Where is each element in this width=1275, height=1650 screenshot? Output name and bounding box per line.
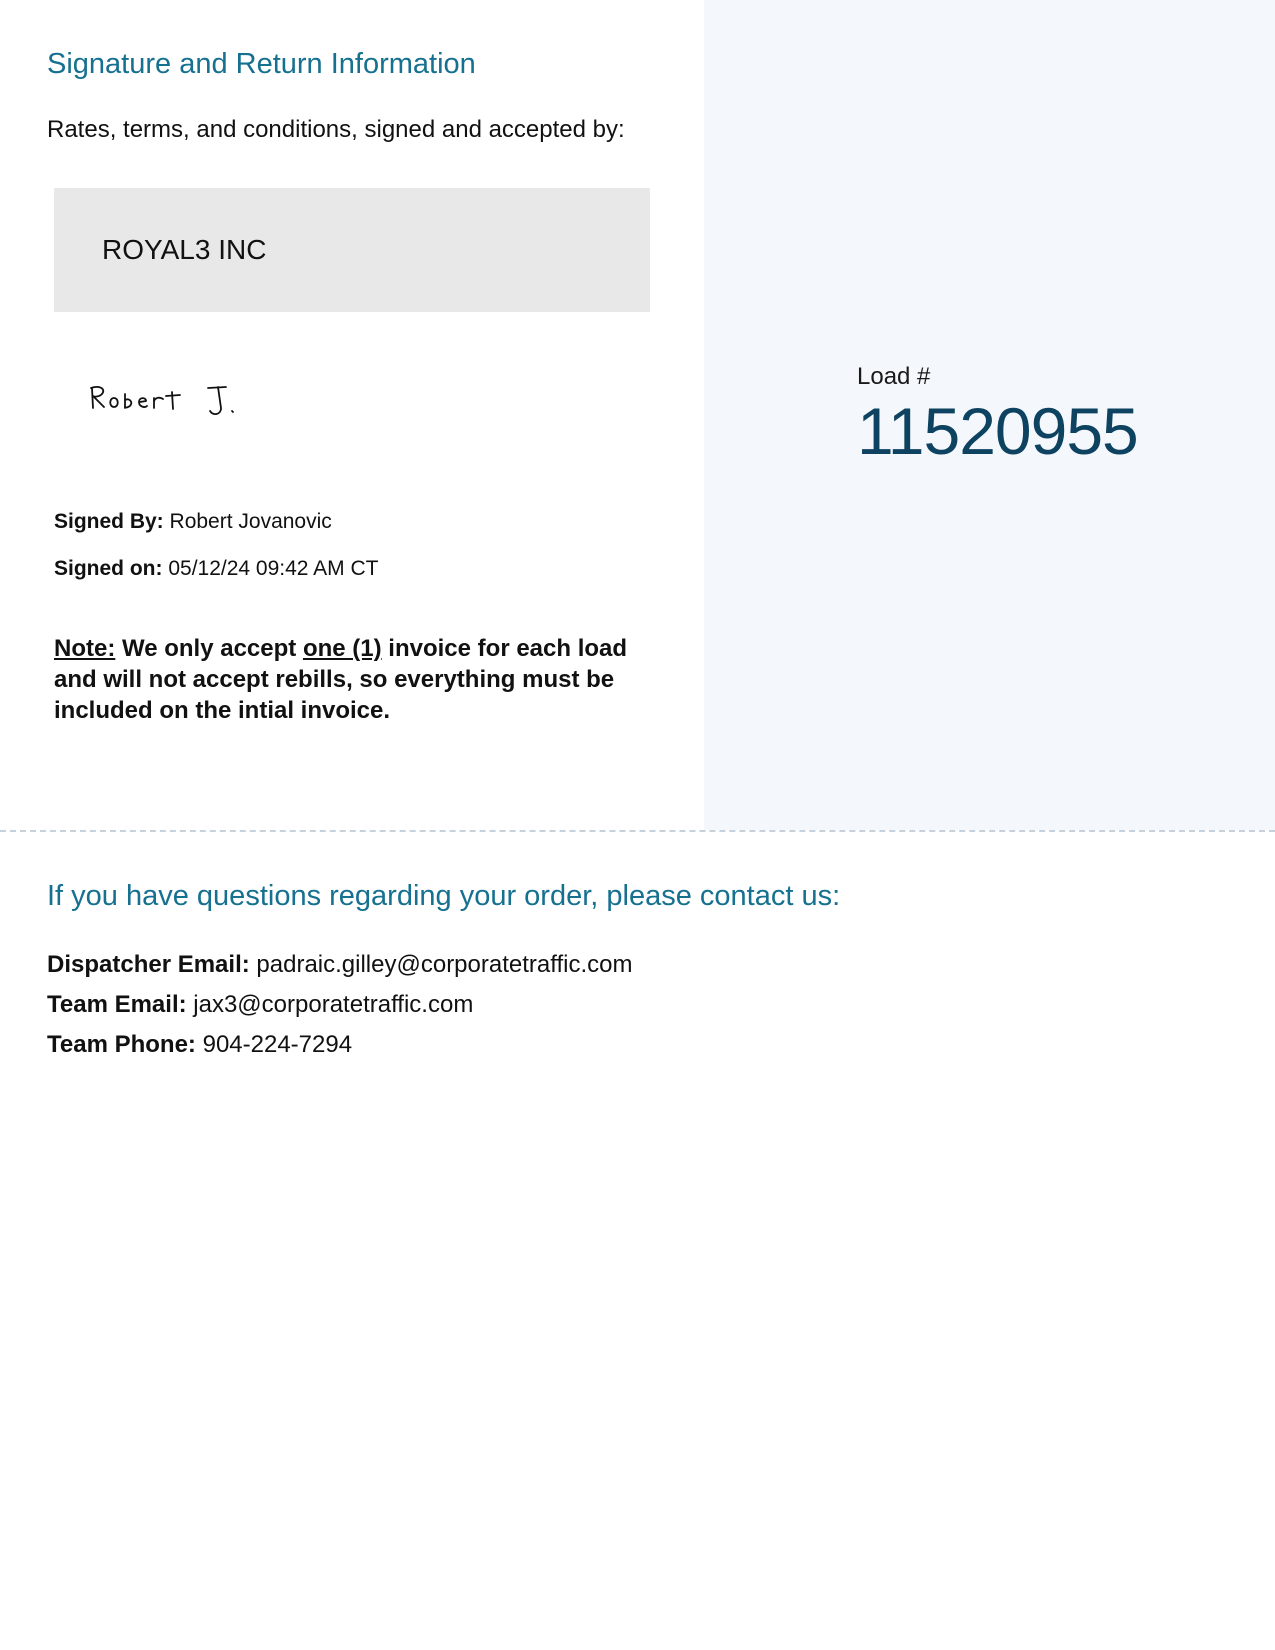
- company-name: ROYAL3 INC: [102, 234, 267, 265]
- note-text-b: invoice for each load and will not accept rebills, so everything must be included on the intial invoice.: [54, 635, 628, 724]
- section-divider: [0, 830, 1275, 832]
- team-email-label: Team Email:: [47, 991, 187, 1018]
- accepted-text: Rates, terms, and conditions, signed and accepted by:: [47, 116, 625, 143]
- load-label: Load #: [857, 363, 931, 390]
- signed-on: [54, 554, 378, 584]
- signed-by: [54, 507, 332, 537]
- handwritten-signature: [88, 380, 248, 426]
- note-emphasis: one (1): [302, 635, 382, 662]
- team-phone-label: Team Phone:: [47, 1031, 196, 1058]
- invoice-note: [54, 633, 654, 726]
- signed-by-label: Signed By:: [54, 510, 164, 533]
- dispatcher-email-link[interactable]: padraic.gilley@corporatetraffic.com: [256, 951, 633, 978]
- signed-on-label: Signed on:: [54, 557, 163, 580]
- load-number: 11520955: [857, 394, 1138, 468]
- load-block: [857, 362, 1138, 468]
- note-label: Note:: [54, 635, 116, 662]
- dispatcher-email-label: Dispatcher Email:: [47, 951, 250, 978]
- team-phone-line: [47, 1028, 352, 1062]
- signature-section-title: Signature and Return Information: [47, 48, 476, 80]
- company-box: [54, 188, 650, 312]
- team-phone-value[interactable]: 904-224-7294: [202, 1031, 353, 1058]
- signed-on-value: 05/12/24 09:42 AM CT: [168, 557, 379, 580]
- contact-section-title: If you have questions regarding your order, please contact us:: [47, 880, 841, 912]
- team-email-link[interactable]: jax3@corporatetraffic.com: [193, 991, 474, 1018]
- signed-by-value: Robert Jovanovic: [169, 510, 332, 533]
- team-email-line: [47, 988, 473, 1022]
- dispatcher-email-line: [47, 948, 632, 982]
- note-text-a: We only accept: [122, 635, 297, 662]
